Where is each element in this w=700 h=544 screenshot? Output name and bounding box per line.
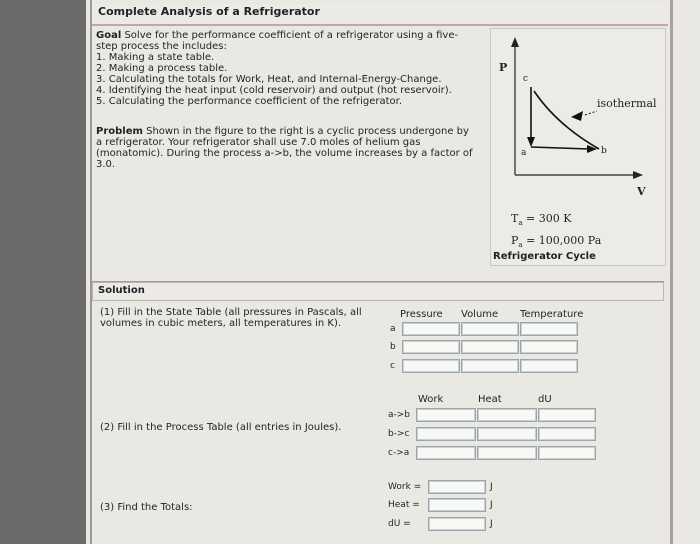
problem-text-3: (monatomic). During the process a->b, the volume increases by a factor of xyxy=(96,148,473,159)
process-row-ab-label: a->b xyxy=(388,410,411,420)
goal-text-2: step process the includes: xyxy=(96,41,227,52)
state-row-a-label: a xyxy=(390,324,396,334)
isothermal-label: isothermal xyxy=(597,97,657,110)
process-ab-work-input[interactable] xyxy=(416,408,476,422)
step2-text: (2) Fill in the Process Table (all entries in Joules). xyxy=(100,422,342,433)
ta-subscript: a xyxy=(518,219,523,228)
path-a-to-b xyxy=(531,147,589,149)
p-axis-arrow xyxy=(511,37,519,47)
state-row-b-label: b xyxy=(390,342,396,352)
state-c-volume-input[interactable] xyxy=(461,359,519,373)
goal-step-4: 4. Identifying the heat input (cold reservoir) and output (hot reservoir). xyxy=(96,85,452,96)
problem-text-2: a refrigerator. Your refrigerator shall use 7.0 moles of helium gas xyxy=(96,137,421,148)
state-header-temperature: Temperature xyxy=(520,309,584,320)
process-header-heat: Heat xyxy=(478,394,502,405)
process-bc-du-input[interactable] xyxy=(538,427,596,441)
process-ca-work-input[interactable] xyxy=(416,446,476,460)
goal-step-5: 5. Calculating the performance coefficient of the refrigerator. xyxy=(96,96,403,107)
state-row-c-label: c xyxy=(390,361,395,371)
process-ca-heat-input[interactable] xyxy=(477,446,537,460)
state-header-pressure: Pressure xyxy=(400,309,443,320)
step1-line-1: (1) Fill in the State Table (all pressures in Pascals, all xyxy=(100,307,362,318)
solution-title: Solution xyxy=(98,285,145,296)
pa-symbol: P xyxy=(511,234,519,247)
pv-diagram xyxy=(491,29,665,199)
state-a-volume-input[interactable] xyxy=(461,322,519,336)
step3-text: (3) Find the Totals: xyxy=(100,502,193,513)
state-c-pressure-input[interactable] xyxy=(402,359,460,373)
ta-value: = 300 K xyxy=(526,212,572,225)
goal-text-1: Solve for the performance coefficient of a refrigerator using a five- xyxy=(124,30,459,41)
isothermal-leader xyxy=(585,111,597,115)
figure-caption: Refrigerator Cycle xyxy=(493,251,596,262)
goal-step-1: 1. Making a state table. xyxy=(96,52,215,63)
goal-label: Goal xyxy=(96,30,122,41)
goal-step-3: 3. Calculating the totals for Work, Heat, and Internal-Energy-Change. xyxy=(96,74,442,85)
arrow-c-to-a xyxy=(527,137,535,147)
pressure-a-label xyxy=(511,235,601,251)
process-ab-heat-input[interactable] xyxy=(477,408,537,422)
point-c-label: c xyxy=(523,74,529,84)
point-a-label: a xyxy=(521,148,527,158)
process-header-du: dU xyxy=(538,394,552,405)
process-ca-du-input[interactable] xyxy=(538,446,596,460)
arrow-b-to-c xyxy=(571,111,583,121)
total-du-input[interactable] xyxy=(428,517,486,531)
state-b-pressure-input[interactable] xyxy=(402,340,460,354)
total-du-unit: J xyxy=(490,519,493,529)
process-bc-heat-input[interactable] xyxy=(477,427,537,441)
refrigerator-cycle-figure xyxy=(490,28,666,266)
state-b-temperature-input[interactable] xyxy=(520,340,578,354)
total-heat-label: Heat = xyxy=(388,500,420,510)
point-b-label: b xyxy=(601,146,607,156)
state-header-volume: Volume xyxy=(461,309,499,320)
process-row-ca-label: c->a xyxy=(388,448,410,458)
total-work-input[interactable] xyxy=(428,480,486,494)
p-axis-label: P xyxy=(499,61,508,74)
v-axis-arrow xyxy=(633,171,643,179)
state-a-temperature-input[interactable] xyxy=(520,322,578,336)
process-bc-work-input[interactable] xyxy=(416,427,476,441)
pa-value: = 100,000 Pa xyxy=(526,234,602,247)
problem-label: Problem xyxy=(96,126,143,137)
process-header-work: Work xyxy=(418,394,444,405)
total-heat-input[interactable] xyxy=(428,498,486,512)
ta-symbol: T xyxy=(511,212,519,225)
step1-line-2: volumes in cubic meters, all temperatures in K). xyxy=(100,318,342,329)
problem-text-4: 3.0. xyxy=(96,159,116,170)
process-ab-du-input[interactable] xyxy=(538,408,596,422)
solution-header xyxy=(92,282,664,301)
problem-line-1 xyxy=(96,126,469,137)
goal-step-2: 2. Making a process table. xyxy=(96,63,228,74)
pa-subscript: a xyxy=(518,241,523,250)
total-heat-unit: J xyxy=(490,500,493,510)
total-du-label: dU = xyxy=(388,519,411,529)
state-b-volume-input[interactable] xyxy=(461,340,519,354)
v-axis-label: V xyxy=(637,185,646,198)
temperature-a-label xyxy=(511,213,571,229)
state-c-temperature-input[interactable] xyxy=(520,359,578,373)
total-work-label: Work = xyxy=(388,482,422,492)
path-b-to-c-isotherm xyxy=(534,91,599,149)
process-row-bc-label: b->c xyxy=(388,429,410,439)
page-title: Complete Analysis of a Refrigerator xyxy=(98,5,320,18)
goal-line-1 xyxy=(96,30,458,41)
total-work-unit: J xyxy=(490,482,493,492)
problem-text-1: Shown in the figure to the right is a cyclic process undergone by xyxy=(146,126,469,137)
state-a-pressure-input[interactable] xyxy=(402,322,460,336)
